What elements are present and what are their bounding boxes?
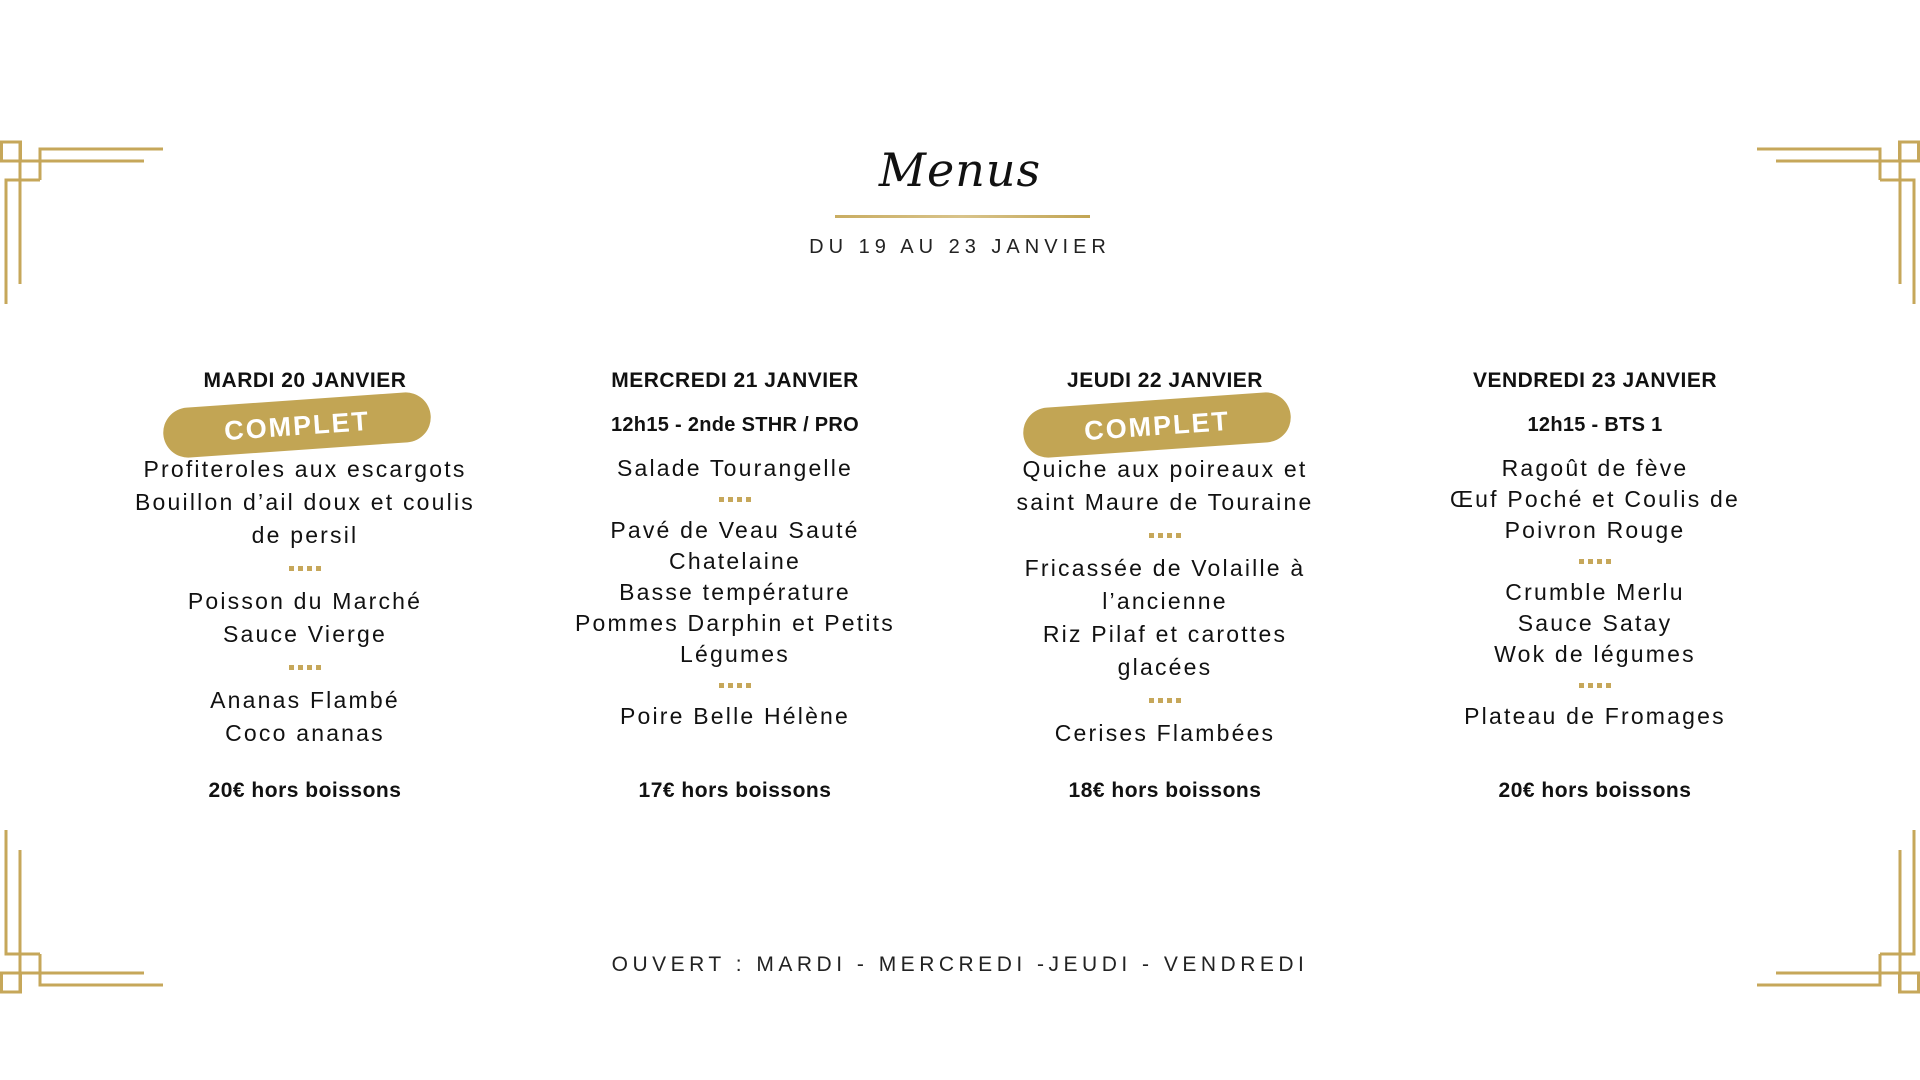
opening-days: OUVERT : MARDI - MERCREDI -JEUDI - VENDREDI — [611, 953, 1309, 976]
price: 17€ hors boissons — [638, 779, 832, 802]
day-column-jeudi — [955, 367, 1375, 802]
course-separator — [95, 552, 515, 585]
menu-line: Riz Pilaf et carottes — [1042, 621, 1288, 647]
menu-line: Pommes Darphin et Petits — [575, 610, 895, 636]
menu-line: Cerises Flambées — [1054, 720, 1276, 746]
day-title: MARDI 20 JANVIER — [203, 369, 407, 392]
page-title: Menus — [878, 143, 1042, 197]
service-time: 12h15 - BTS 1 — [1527, 414, 1663, 436]
day-column-mercredi — [525, 367, 945, 802]
price: 20€ hors boissons — [208, 779, 402, 802]
day-title: JEUDI 22 JANVIER — [1067, 369, 1263, 392]
course-separator — [95, 651, 515, 684]
price: 18€ hors boissons — [1068, 779, 1262, 802]
menu-line: Fricassée de Volaille à — [1024, 555, 1306, 581]
menu-line: Wok de légumes — [1494, 641, 1696, 667]
menu-line: glacées — [1117, 654, 1213, 680]
complet-badge: COMPLET — [162, 391, 433, 460]
menu-line: Salade Tourangelle — [616, 455, 854, 481]
menu-line: Quiche aux poireaux et — [1022, 456, 1308, 482]
menu-line: Œuf Poché et Coulis de — [1449, 486, 1741, 512]
menu-line: Ananas Flambé — [210, 687, 400, 713]
status-slot — [955, 395, 1375, 453]
menu-courses — [95, 453, 515, 750]
day-column-vendredi — [1385, 367, 1805, 802]
menu-line: Sauce Vierge — [222, 621, 388, 647]
menu-line: de persil — [251, 522, 359, 548]
title-divider — [835, 215, 1090, 218]
menu-line: Plateau de Fromages — [1464, 703, 1726, 729]
menu-line: saint Maure de Touraine — [1016, 489, 1314, 515]
course-separator — [525, 670, 945, 701]
menu-line: Basse température — [619, 579, 851, 605]
course-separator — [955, 684, 1375, 717]
status-slot — [95, 395, 515, 453]
menu-line: Poivron Rouge — [1504, 517, 1686, 543]
status-slot — [1385, 395, 1805, 453]
menu-courses — [955, 453, 1375, 750]
menu-line: Légumes — [679, 641, 791, 667]
menu-courses — [525, 453, 945, 732]
menu-line: l’ancienne — [1102, 588, 1228, 614]
day-title: VENDREDI 23 JANVIER — [1472, 369, 1718, 392]
menu-courses — [1385, 453, 1805, 732]
price: 20€ hors boissons — [1498, 779, 1692, 802]
menu-line: Bouillon d’ail doux et coulis — [135, 489, 475, 515]
complet-badge: COMPLET — [1022, 391, 1293, 460]
menu-line: Poisson du Marché — [187, 588, 423, 614]
day-column-mardi — [95, 367, 515, 802]
status-slot — [525, 395, 945, 453]
menu-line: Chatelaine — [669, 548, 801, 574]
day-title: MERCREDI 21 JANVIER — [611, 369, 859, 392]
menu-line: Sauce Satay — [1517, 610, 1673, 636]
menu-line: Pavé de Veau Sauté — [610, 517, 860, 543]
course-separator — [1385, 670, 1805, 701]
menu-line: Poire Belle Hélène — [619, 703, 851, 729]
course-separator — [955, 519, 1375, 552]
date-range: DU 19 AU 23 JANVIER — [809, 236, 1111, 258]
course-separator — [525, 484, 945, 515]
course-separator — [1385, 546, 1805, 577]
menu-line: Ragoût de fève — [1501, 455, 1689, 481]
service-time: 12h15 - 2nde STHR / PRO — [610, 414, 860, 436]
menu-line: Coco ananas — [225, 720, 385, 746]
menu-line: Crumble Merlu — [1505, 579, 1685, 605]
menu-line: Profiteroles aux escargots — [143, 456, 467, 482]
